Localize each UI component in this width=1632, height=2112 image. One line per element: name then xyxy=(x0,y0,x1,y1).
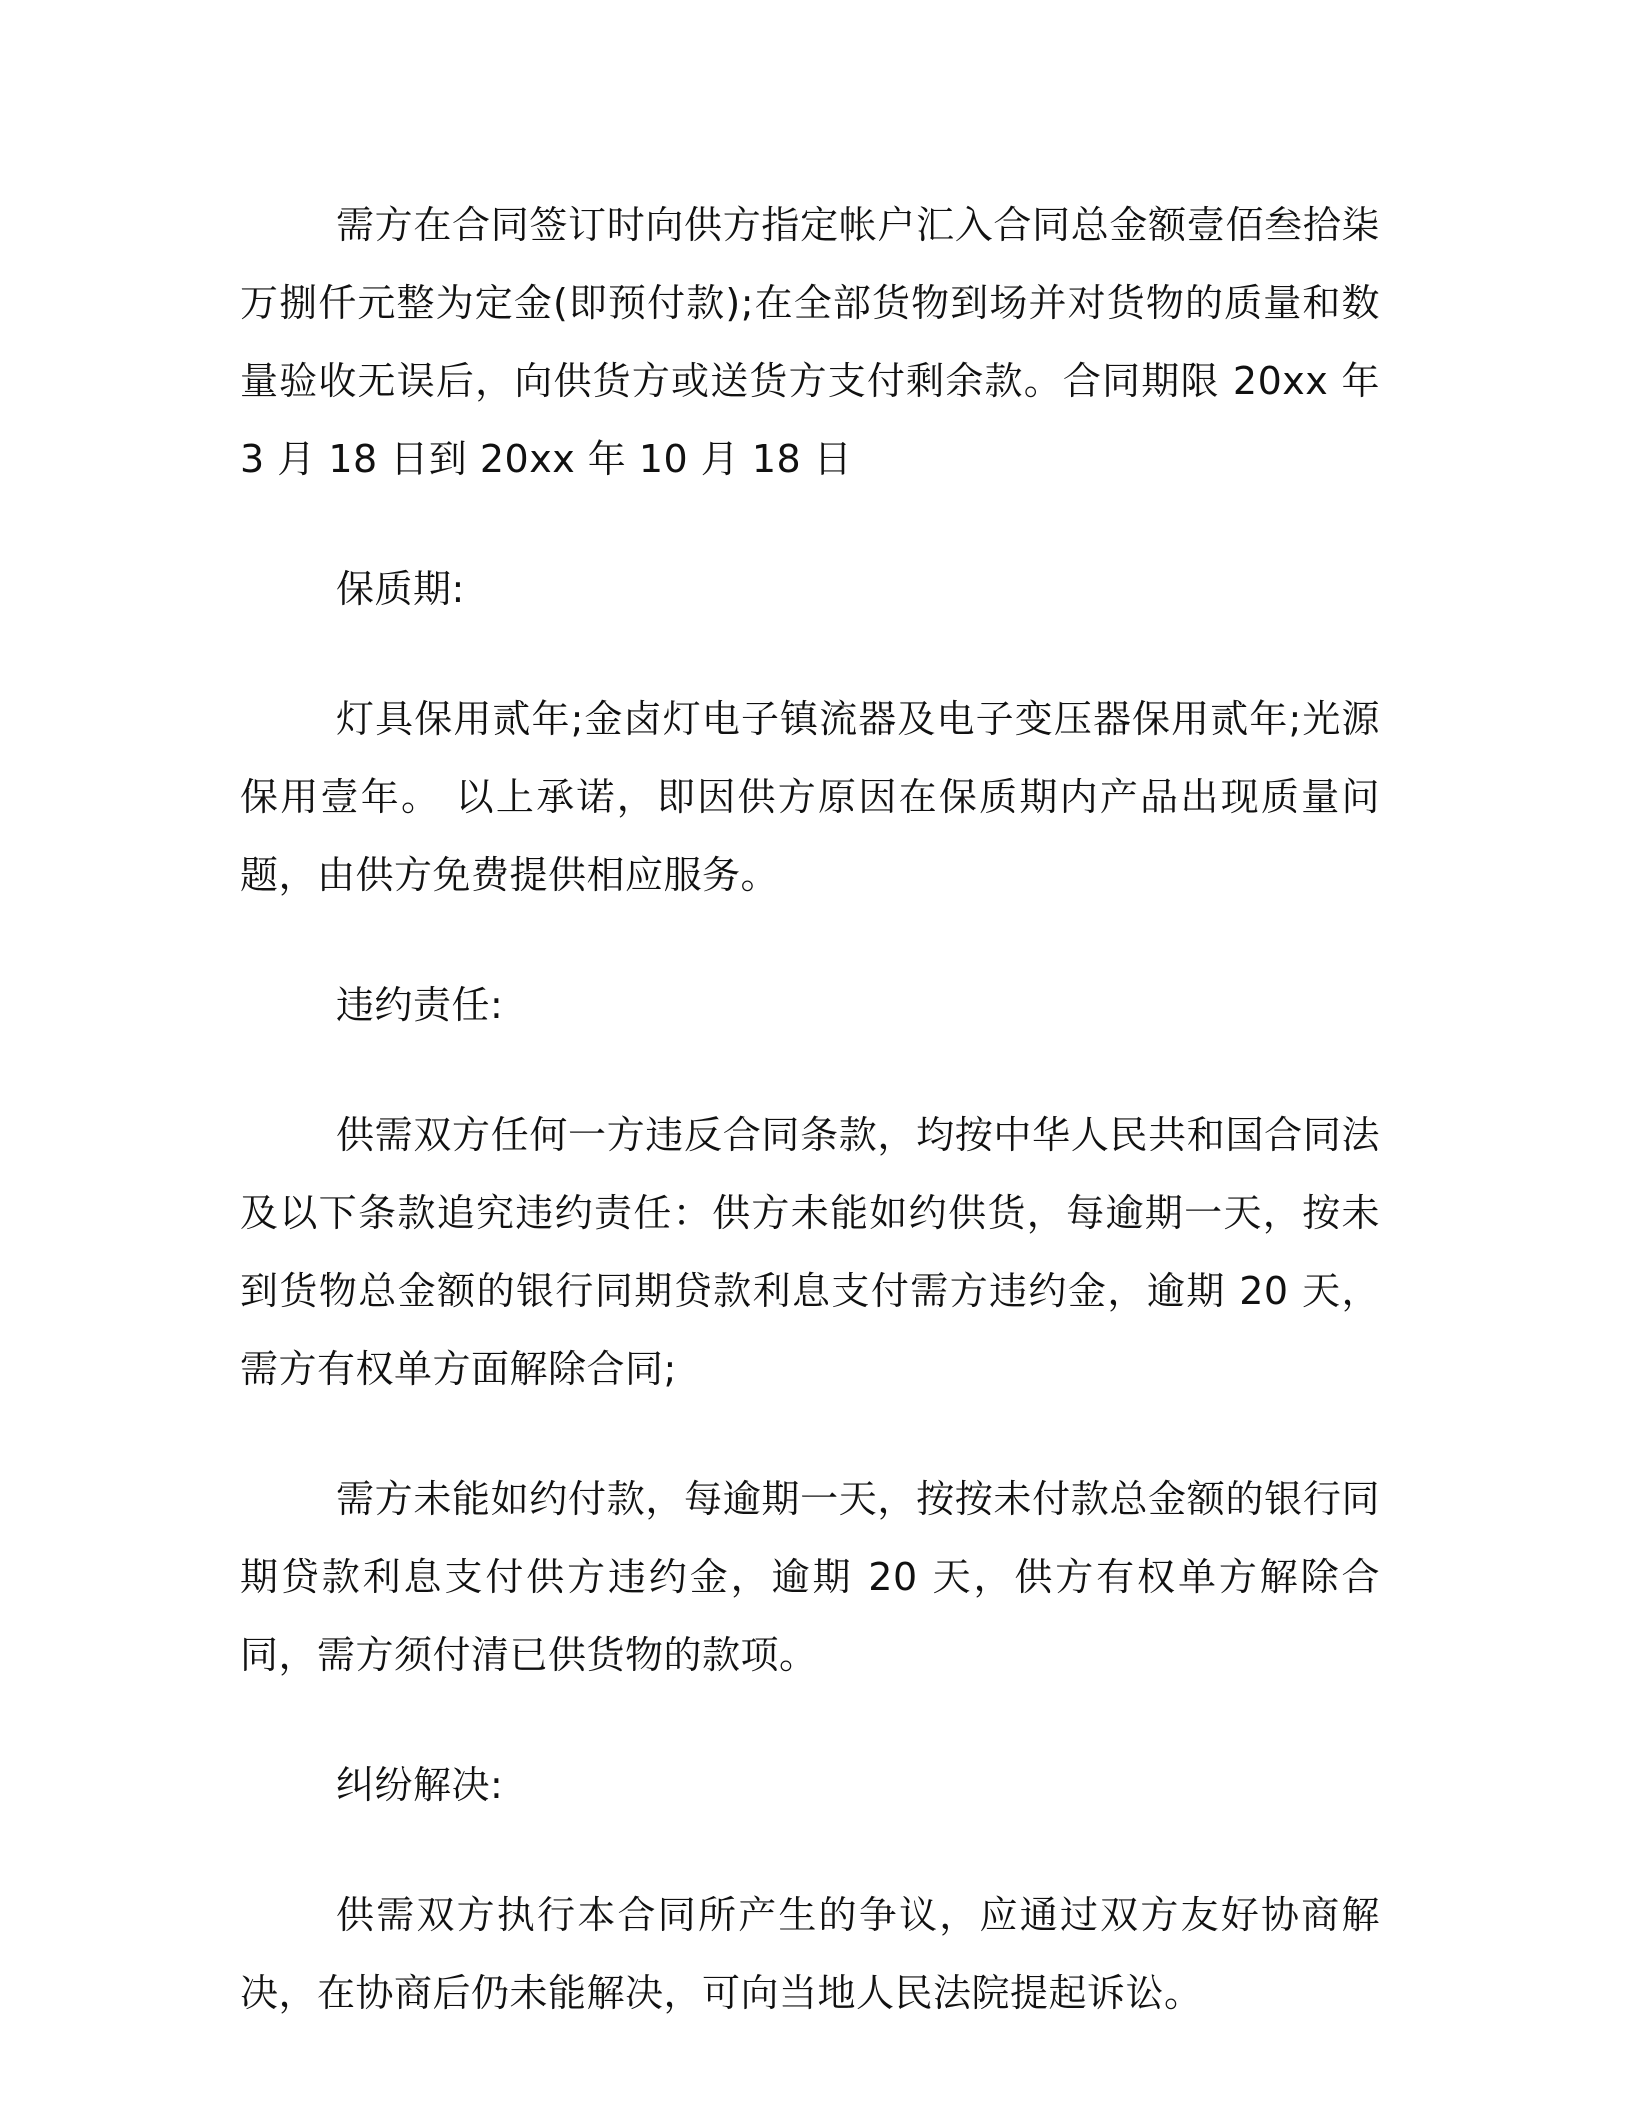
liability-heading: 违约责任: xyxy=(336,983,504,1027)
dispute-heading: 纠纷解决: xyxy=(336,1763,504,1807)
dispute-paragraph: 供需双方执行本合同所产生的争议，应通过双方友好协商解决，在协商后仍未能解决，可向当地人民法院提起诉讼。 xyxy=(240,1893,1380,2015)
payment-paragraph: 需方在合同签订时向供方指定帐户汇入合同总金额壹佰叁拾柒万捌仟元整为定金(即预付款);在全部货物到场并对货物的质量和数量验收无误后，向供货方或送货方支付剩余款。合同期限 20xx 年 3 月 18 日到 20xx 年 10 月 18 日 xyxy=(240,203,1380,481)
warranty-paragraph: 灯具保用贰年;金卤灯电子镇流器及电子变压器保用贰年;光源保用壹年。 以上承诺，即因供方原因在保质期内产品出现质量问题，由供方免费提供相应服务。 xyxy=(240,697,1380,897)
liability-paragraph-supplier: 供需双方任何一方违反合同条款，均按中华人民共和国合同法及以下条款追究违约责任：供方未能如约供货，每逾期一天，按未到货物总金额的银行同期贷款利息支付需方违约金，逾期 20 天，需方有权单方面解除合同; xyxy=(240,1113,1380,1391)
liability-paragraph-buyer: 需方未能如约付款，每逾期一天，按按未付款总金额的银行同期贷款利息支付供方违约金，逾期 20 天，供方有权单方解除合同，需方须付清已供货物的款项。 xyxy=(240,1477,1380,1677)
document-body xyxy=(240,186,1380,2032)
warranty-heading: 保质期: xyxy=(336,567,465,611)
